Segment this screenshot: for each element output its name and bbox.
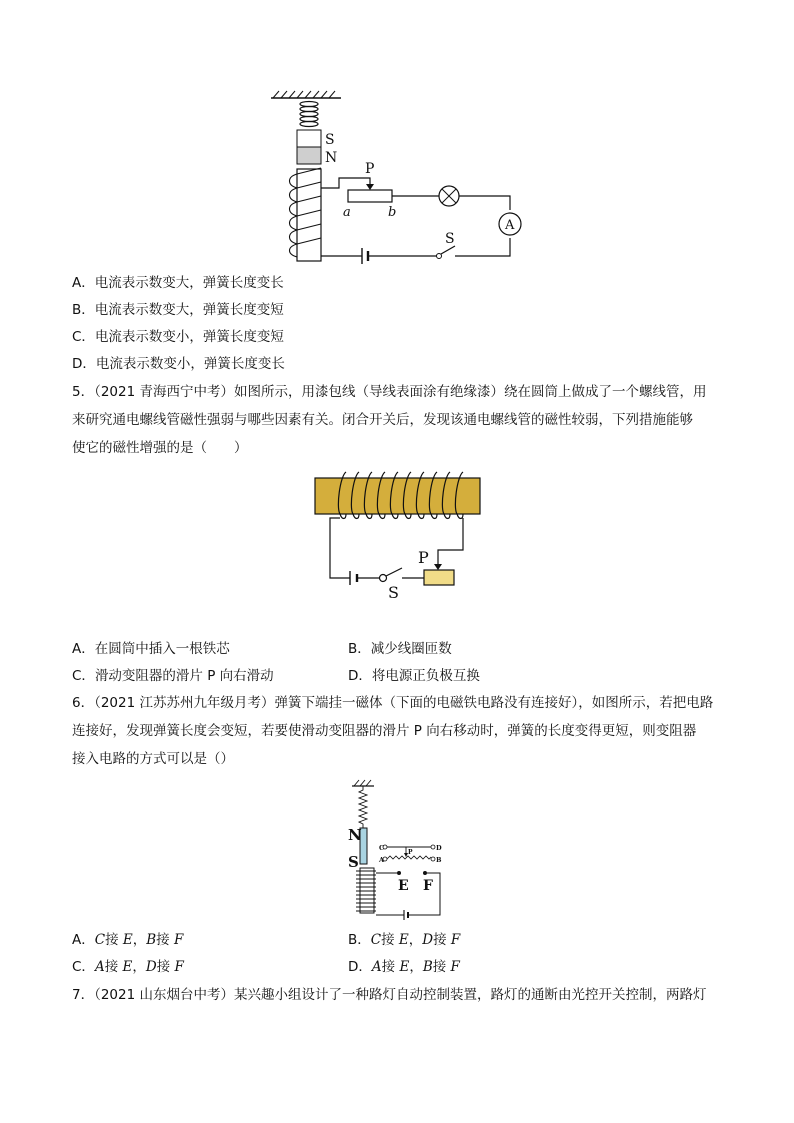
q6-option-b [348, 930, 460, 950]
option-letter: A． [72, 932, 95, 948]
option-letter: C． [72, 668, 95, 684]
slider-label: P [408, 849, 413, 856]
terminal-ref: E [122, 959, 133, 975]
terminal-ref: F [173, 932, 184, 948]
q6-option-a [72, 930, 183, 950]
question-7-stem [72, 985, 707, 1005]
end-b-label: b [388, 205, 397, 220]
terminal-ref: A [371, 959, 382, 975]
question-line: 接入电路的方式可以是（） [72, 751, 234, 767]
terminal-ref: B [422, 959, 433, 975]
option-text: 电流表示数变小，弹簧长度变长 [95, 356, 285, 372]
question-line: 来研究通电螺线管磁性强弱与哪些因素有关。闭合开关后，发现该通电螺线管的磁性较弱，下列措施能够 [72, 412, 693, 428]
lamp-icon [439, 186, 459, 206]
terminal-ref: E [399, 959, 410, 975]
option-letter: C． [72, 329, 95, 345]
terminal-ref: C [370, 932, 382, 948]
figure-electromagnet-spring-circuit [265, 88, 530, 266]
option-text: ， [132, 932, 147, 948]
terminal-ref: F [450, 959, 460, 975]
magnet-south-label: S [325, 132, 335, 148]
terminal-f: F [423, 878, 433, 894]
option-text: 在圆筒中插入一根铁芯 [94, 641, 230, 657]
option-letter: B． [348, 932, 371, 948]
terminal-ref: B [146, 932, 157, 948]
switch-label: S [388, 583, 399, 602]
terminal-ref: E [122, 932, 133, 948]
question-line: 6．（2021 江苏苏州九年级月考）弹簧下端挂一磁体（下面的电磁铁电路没有连接好），如图所示，若把电路 [72, 695, 714, 711]
switch-icon [437, 246, 456, 259]
option-text: 电流表示数变大，弹簧长度变长 [94, 275, 284, 291]
option-letter: A． [72, 275, 95, 291]
option-text: 接 [433, 932, 451, 948]
battery-icon [362, 248, 368, 264]
terminal-e: E [398, 878, 409, 894]
q5-option-a [72, 639, 230, 659]
option-text: 接 [432, 959, 451, 975]
q4-option-a [72, 273, 284, 293]
option-text: 接 [104, 959, 123, 975]
terminal-a: A [379, 856, 385, 864]
q4-option-c [72, 327, 284, 347]
option-letter: D． [348, 668, 372, 684]
slider-label: P [418, 548, 429, 567]
q5-option-b [348, 639, 452, 659]
ammeter-icon [499, 213, 521, 235]
rheostat [348, 190, 392, 202]
option-letter: B． [348, 641, 371, 657]
terminal-d: D [436, 844, 442, 852]
q5-option-c [72, 666, 274, 686]
end-a-label: a [343, 205, 351, 220]
q6-option-d [348, 957, 460, 977]
spring [359, 786, 367, 828]
battery-icon [350, 571, 357, 585]
figure-spring-magnet-electromagnet [340, 778, 450, 920]
option-text: 将电源正负极互换 [371, 668, 480, 684]
question-line: 使它的磁性增强的是（ ） [72, 440, 248, 456]
magnet-south-label: S [348, 853, 359, 871]
spring [300, 102, 318, 127]
terminal-ref: D [145, 959, 157, 975]
option-text: ， [409, 959, 423, 975]
q4-option-d [72, 354, 285, 374]
question-6-stem [72, 689, 732, 773]
terminal-c: C [379, 844, 385, 852]
terminal-ref: F [450, 932, 461, 948]
switch-icon [380, 568, 403, 582]
slider-label: P [365, 161, 375, 177]
terminal-ref: C [94, 932, 106, 948]
option-letter: C． [72, 959, 95, 975]
terminal-ref: A [94, 959, 105, 975]
terminal-ref: E [398, 932, 409, 948]
option-letter: D． [72, 356, 96, 372]
q5-option-d [348, 666, 480, 686]
magnet-south-pole [297, 130, 321, 147]
option-text: 接 [381, 932, 399, 948]
terminal-ref: F [174, 959, 184, 975]
option-letter: B． [72, 302, 95, 318]
question-line: 连接好，发现弹簧长度会变短，若要使滑动变阻器的滑片 P 向右移动时，弹簧的长度变得更短，则变阻器 [72, 723, 697, 739]
question-line: 7．（2021 山东烟台中考）某兴趣小组设计了一种路灯自动控制装置，路灯的通断由光控开关控制，两路灯 [72, 987, 707, 1003]
figure-solenoid-circuit [310, 468, 490, 603]
option-text: 电流表示数变小，弹簧长度变短 [94, 329, 284, 345]
terminal-ref: D [422, 932, 434, 948]
coil [290, 174, 298, 257]
option-text: 接 [105, 932, 123, 948]
q4-option-b [72, 300, 284, 320]
terminal-b: B [436, 856, 442, 864]
option-letter: D． [348, 959, 372, 975]
magnet-north-pole [297, 147, 321, 164]
option-text: 减少线圈匝数 [370, 641, 452, 657]
option-text: 接 [381, 959, 400, 975]
question-5-stem [72, 378, 732, 462]
option-text: 电流表示数变大，弹簧长度变短 [94, 302, 284, 318]
magnet-north-label: N [325, 150, 338, 166]
option-text: 接 [156, 959, 175, 975]
rheostat [424, 570, 454, 585]
magnet-north-label: N [348, 826, 362, 844]
battery-icon [404, 910, 408, 920]
q6-option-c [72, 957, 184, 977]
ammeter-label: A [505, 218, 515, 233]
switch-label: S [445, 231, 455, 247]
option-text: 接 [156, 932, 174, 948]
question-line: 5．（2021 青海西宁中考）如图所示，用漆包线（导线表面涂有绝缘漆）绕在圆筒上做成了一个螺线管，用 [72, 384, 707, 400]
option-letter: A． [72, 641, 95, 657]
option-text: ， [132, 959, 146, 975]
option-text: 滑动变阻器的滑片 P 向右滑动 [94, 668, 274, 684]
rheostat-coil [387, 856, 431, 859]
option-text: ， [408, 932, 423, 948]
